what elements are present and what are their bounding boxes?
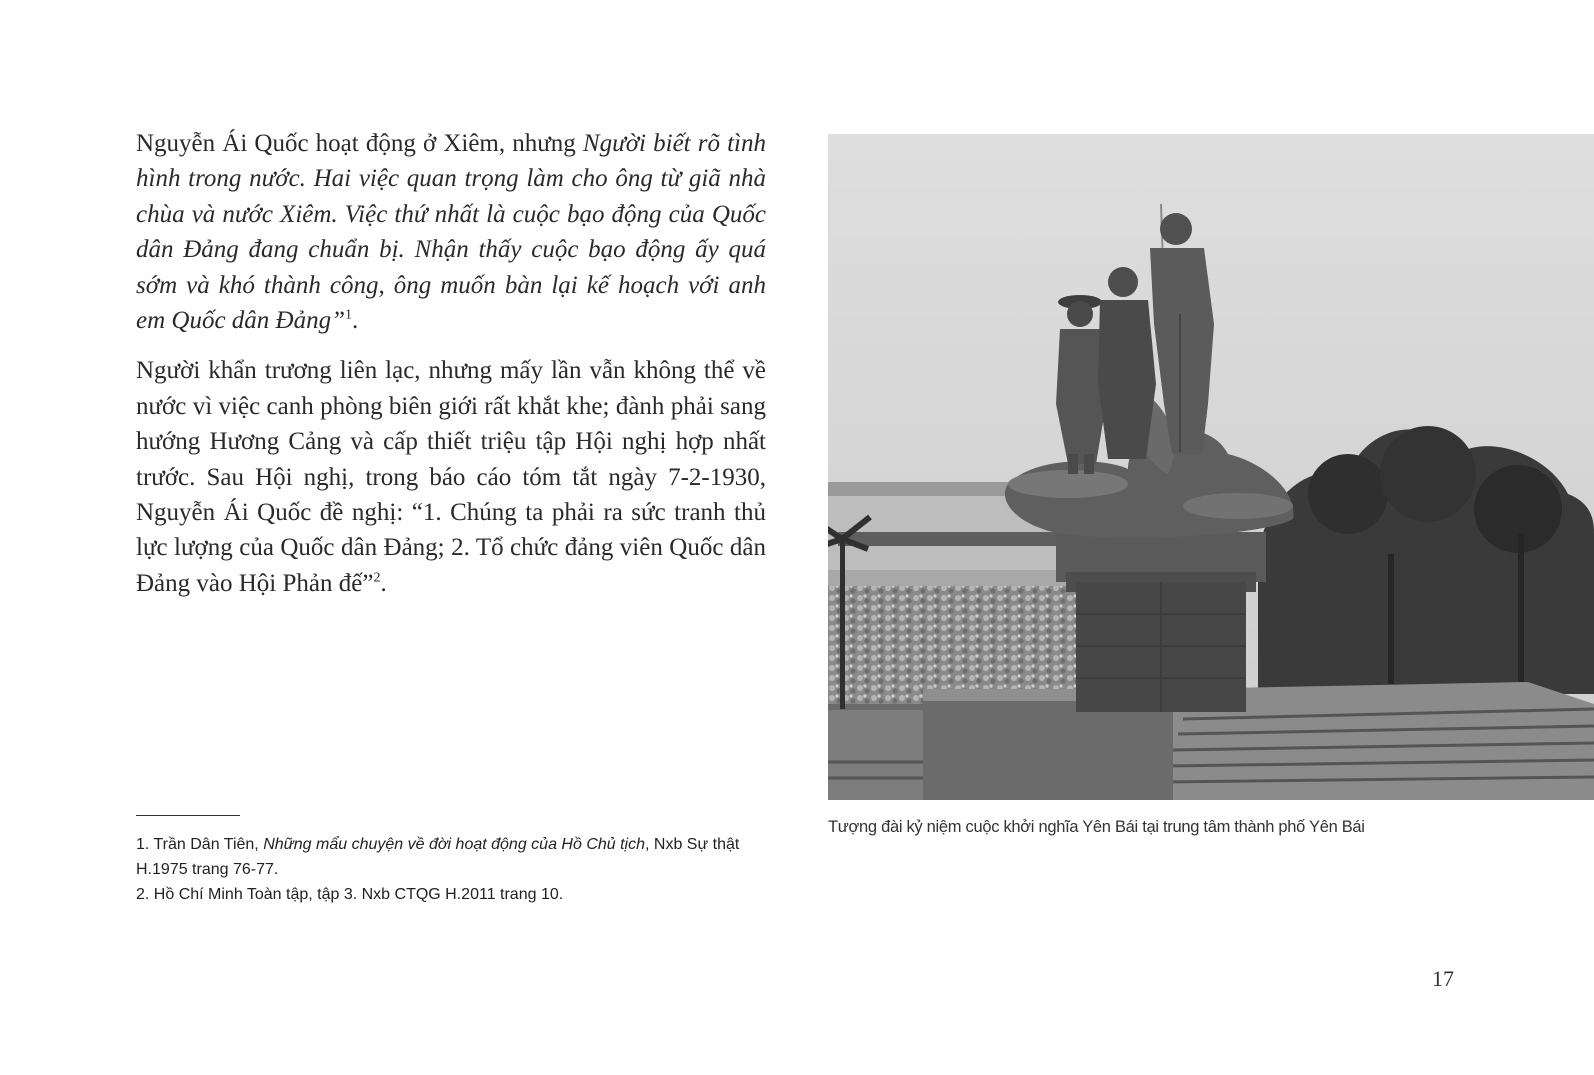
footnotes [136,832,776,907]
monument-photo [828,134,1594,800]
footnote-1-title: Những mẩu chuyện về đời hoạt động của Hồ Chủ tịch [263,836,646,853]
footnote-1-rest: , Nxb Sự thật H.1975 trang 76-77. [136,836,740,878]
paragraph-2-text: Người khẩn trương liên lạc, nhưng mấy lần vẫn không thể về nước vì việc canh phòng biên giới rất khắt khe; đành phải sang hướng Hương Cảng và cấp thiết triệu tập Hội nghị hợp nhất trước. Sau Hội nghị, trong báo cáo tóm tắt ngày 7-2-1930, Nguyễn Ái Quốc đề nghị: “1. Chúng ta phải ra sức tranh thủ lực lượng của Quốc dân Đảng; 2. Tổ chức đảng viên Quốc dân Đảng vào Hội Phản đế” [136,357,766,597]
footnote-2: 2. Hồ Chí Minh Toàn tập, tập 3. Nxb CTQG H.2011 trang 10. [136,886,564,903]
main-text [136,126,766,616]
paragraph-1-lead: Nguyễn Ái Quốc hoạt động ở Xiêm, nhưng [136,130,583,157]
paragraph-1-end: . [352,307,359,335]
paragraph-1-quote: Người biết rõ tình hình trong nước. Hai việc quan trọng làm cho ông từ giã nhà chùa và nước Xiêm. Việc thứ nhất là cuộc bạo động của Quốc dân Đảng đang chuẩn bị. Nhận thấy cuộc bạo động ấy quá sớm và khó thành công, ông muốn bàn lại kế hoạch với anh em Quốc dân Đảng” [136,130,766,335]
paragraph-2 [136,353,766,601]
footnote-1 [136,832,776,882]
footnote-ref-2[interactable]: 2 [373,570,381,586]
paragraph-1 [136,126,766,338]
paragraph-2-end: . [380,569,387,597]
monument-photo-illustration [828,134,1594,800]
footnote-1-lead: 1. Trần Dân Tiên, [136,836,264,853]
footnote-separator [136,815,240,816]
page-number: 17 [1432,966,1454,991]
photo-caption: Tượng đài kỷ niệm cuộc khởi nghĩa Yên Bái tại trung tâm thành phố Yên Bái [828,818,1365,836]
footnote-ref-1[interactable]: 1 [345,307,353,323]
